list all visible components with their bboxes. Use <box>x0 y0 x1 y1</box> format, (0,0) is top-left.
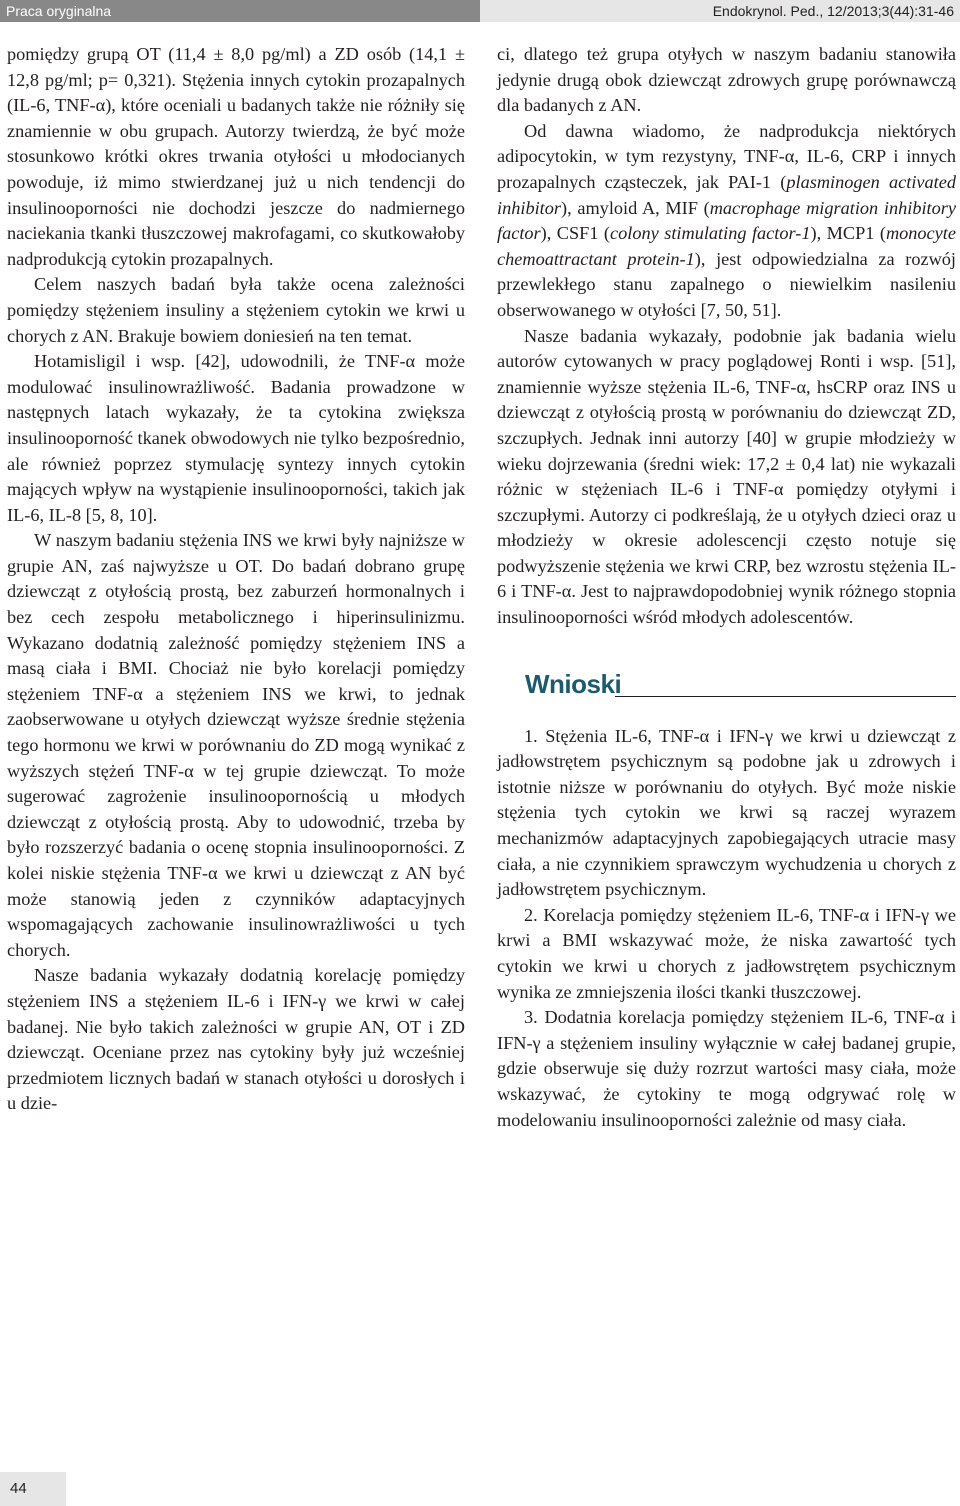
right-column <box>497 42 956 1133</box>
header-left-band <box>0 0 480 22</box>
text-run: ), CSF1 ( <box>540 223 611 244</box>
text-run: ), amyloid A, MIF ( <box>561 197 710 218</box>
page-number-tab <box>0 1472 66 1506</box>
body-paragraph: ci, dlatego też grupa otyłych w naszym badaniu stanowiła jedynie drugą obok dziewcząt zdrowych grupę porównawczą dla badanych z AN. <box>497 44 956 116</box>
section-title: Wnioski <box>525 668 622 699</box>
italic-term: colony stimulating factor-1 <box>610 223 811 244</box>
header-right-band <box>480 0 960 22</box>
conclusion-item: 1. Stężenia IL-6, TNF-α i IFN-γ we krwi u dziewcząt z jadłowstrętem psychicznym są podobne jak u zdrowych i istotnie niższe w porównaniu do otyłych. Być może niskie stężenia tych cytokin we krwi są raczej wyrazem mechanizmów adaptacyjnych zapobiegających utracie masy ciała, a nie czynnikiem sprawczym wychudzenia u chorych z jadłowstrętem psychicznym. <box>497 725 956 900</box>
italic-term: macrophage migration inhibitory factor <box>497 197 956 244</box>
journal-citation: Endokrynol. Ped., 12/2013;3(44):31-46 <box>712 3 954 19</box>
running-header <box>0 0 960 22</box>
text-run: Od dawna wiadomo, że nadprodukcja niektórych adipocytokin, w tym rezystyny, TNF-α, IL-6, CRP i innych prozapalnych cząsteczek, jak PAI-1 ( <box>497 120 956 192</box>
article-type-label: Praca oryginalna <box>6 3 112 19</box>
conclusion-item: 3. Dodatnia korelacja pomiędzy stężeniem IL-6, TNF-α i IFN-γ a stężeniem insuliny wyłącznie w całej badanej grupie, gdzie obserwuje się duży rozrzut wartości masy ciała, może wskazywać, że cytokiny te mogą odgrywać rolę w modelowaniu insulinooporności zależnie od masy ciała. <box>497 1007 956 1130</box>
text-run: ), jest odpowiedzialna za rozwój przewlekłego stanu zapalnego o niewielkim nasileniu obserwowanego w otyłości [7, 50, 51]. <box>497 248 957 320</box>
section-heading <box>497 666 956 706</box>
italic-term: plasminogen activated inhibitor <box>497 171 956 218</box>
body-paragraph: Hotamisligil i wsp. [42], udowodnili, że TNF-α może modulować insulinowrażliwość. Badania prowadzone w następnych latach wykazały, że ta cytokina zwiększa insulinooporność tkanek obwodowych nie tylko bezpośrednio, ale również poprzez stymulację syntezy innych cytokin mających wpływ na wystąpienie insulinooporności, takich jak IL-6, IL-8 [5, 8, 10]. <box>7 351 465 525</box>
body-paragraph <box>497 119 956 324</box>
italic-term: monocyte chemoattractant protein-1 <box>497 223 956 269</box>
body-paragraph: pomiędzy grupą OT (11,4 ± 8,0 pg/ml) a ZD osób (14,1 ± 12,8 pg/ml; p= 0,321). Stężenia innych cytokin prozapalnych (IL-6, TNF-α), które oceniali u badanych także nie różniły się znamiennie w obu grupach. Autorzy twierdzą, że być może stosunkowo krótki okres trwania otyłości u młodocianych powoduje, iż mimo stwierdzanej już u nich tendencji do insulinooporności nie dochodzi jeszcze do nadmiernego naciekania tkanki tłuszczowej makrofagami, co skutkowałoby nadprodukcją cytokin prozapalnych. <box>7 44 465 269</box>
body-paragraph: Nasze badania wykazały dodatnią korelację pomiędzy stężeniem INS a stężeniem IL-6 i IFN-γ we krwi w całej badanej. Nie było takich zależności w grupie AN, OT i ZD dziewcząt. Oceniane przez nas cytokiny były już wcześniej przedmiotem licznych badań w stanach otyłości u dorosłych i u dzie- <box>7 965 465 1114</box>
body-paragraph: W naszym badaniu stężenia INS we krwi były najniższe w grupie AN, zaś najwyższe u OT. Do badań dobrano grupę dziewcząt z otyłością prostą, bez zaburzeń hormonalnych i bez cech zespołu metabolicznego i hiperinsulinizmu. Wykazano dodatnią zależność pomiędzy stężeniem INS a masą ciała i BMI. Chociaż nie było korelacji pomiędzy stężeniem TNF-α a stężeniem INS we krwi, to jednak zaobserwowane u otyłych dziewcząt wyższe średnie stężenia tego hormonu we krwi w porównaniu do ZD mogą wynikać z wyższych stężeń TNF-α w tej grupie dziewcząt. To może sugerować zagrożenie insulinoopornością u młodych dziewcząt z otyłością prostą. Aby to udowodnić, trzeba by było rozszerzyć badania o ocenę stopnia insulinooporności. Z kolei niskie stężenia TNF-α we krwi u dziewcząt z AN być może stanowią jeden z czynników adaptacyjnych wspomagających zachowanie insulinowrażliwości u tych chorych. <box>7 530 465 960</box>
body-paragraph: Nasze badania wykazały, podobnie jak badania wielu autorów cytowanych w pracy poglądowej Ronti i wsp. [51], znamiennie wyższe stężenia IL-6, TNF-α, hsCRP oraz INS u dziewcząt z otyłością prostą w porównaniu do dziewcząt ZD, szczupłych. Jednak inni autorzy [40] w grupie młodzieży w wieku dojrzewania (średni wiek: 17,2 ± 0,4 lat) nie wykazali różnic w stężeniach IL-6 i TNF-α pomiędzy otyłymi i szczupłymi. Autorzy ci podkreślają, że u otyłych dzieci oraz u młodzieży w okresie adolescencji często notuje się podwyższenie stężenia we krwi CRP, bez wzrostu stężenia IL-6 i TNF-α. Jest to najprawdopodobniej wynik różnego stopnia insulinooporności wśród młodych adolescentów. <box>497 325 956 628</box>
body-paragraph: Celem naszych badań była także ocena zależności pomiędzy stężeniem insuliny a stężeniem cytokin we krwi u chorych z AN. Brakuje bowiem doniesień na ten temat. <box>7 274 465 346</box>
left-column <box>7 42 465 1117</box>
text-run: ), MCP1 ( <box>810 223 886 244</box>
section-rule <box>615 696 956 697</box>
page-number: 44 <box>10 1480 27 1497</box>
conclusion-item: 2. Korelacja pomiędzy stężeniem IL-6, TNF-α i IFN-γ we krwi a BMI wskazywać może, że niska zawartość tych cytokin we krwi u chorych z jadłowstrętem psychicznym wynika ze zmniejszenia ilości tkanki tłuszczowej. <box>497 904 956 1002</box>
